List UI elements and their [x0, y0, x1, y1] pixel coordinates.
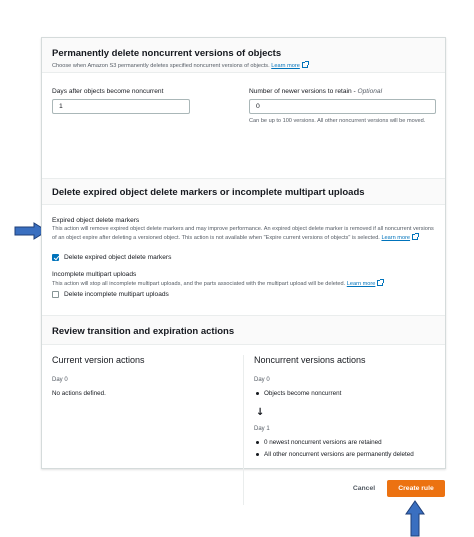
current-no-actions: No actions defined.	[52, 390, 106, 397]
noncurrent-section-header	[42, 38, 445, 73]
current-day0: Day 0	[52, 377, 68, 383]
timeline-down-arrow-icon: ↓	[256, 407, 265, 419]
list-item: Objects become noncurrent	[254, 389, 439, 399]
noncurrent-day1: Day 1	[254, 426, 270, 433]
multipart-description: This action will stop all incomplete multipart uploads, and the parts associated with the multipart upload will be deleted. Learn more	[52, 280, 442, 289]
list-item: All other noncurrent versions are permanently deleted	[254, 450, 429, 460]
review-section-header	[42, 315, 445, 345]
newer-versions-hint: Can be up to 100 versions. All other noncurrent versions will be moved.	[249, 118, 426, 124]
lifecycle-rule-card	[41, 37, 446, 469]
external-link-icon	[302, 62, 308, 68]
review-section-title: Review transition and expiration actions	[52, 326, 235, 337]
current-actions-title: Current version actions	[52, 355, 145, 365]
create-rule-button[interactable]: Create rule	[387, 480, 445, 497]
cancel-button[interactable]: Cancel	[346, 481, 382, 495]
markers-section-title: Delete expired object delete markers or incomplete multipart uploads	[52, 187, 365, 198]
noncurrent-day0: Day 0	[254, 377, 270, 383]
learn-more-link[interactable]: Learn more	[271, 63, 300, 69]
noncurrent-section-description: Choose when Amazon S3 permanently deletes specified noncurrent versions of objects. Learn more	[52, 62, 435, 71]
days-label: Days after objects become noncurrent	[52, 88, 164, 95]
noncurrent-fields	[42, 73, 445, 178]
column-divider	[243, 355, 244, 505]
delete-expired-markers-checkbox[interactable]	[52, 254, 59, 261]
list-item: 0 newest noncurrent versions are retained	[254, 438, 439, 448]
days-noncurrent-input[interactable]: 1	[52, 99, 190, 114]
noncurrent-actions-title: Noncurrent versions actions	[254, 355, 366, 365]
expired-markers-description: This action will remove expired object delete markers and may improve performance. An expired object delete marker is removed if all noncurrent versions of an object expire after deleting a versioned object. This action is not available when "Expire current versions of objects" is selected. Learn more	[52, 226, 434, 241]
newer-versions-label: Number of newer versions to retain - Optional	[249, 88, 383, 95]
external-link-icon	[377, 280, 383, 286]
markers-section-header	[42, 178, 445, 205]
expired-learn-more-link[interactable]: Learn more	[381, 234, 411, 241]
noncurrent-section-title: Permanently delete noncurrent versions of objects	[52, 48, 282, 59]
markers-fields	[42, 205, 445, 315]
multipart-label: Incomplete multipart uploads	[52, 271, 137, 278]
delete-expired-markers-label[interactable]: Delete expired object delete markers	[64, 254, 172, 261]
annotation-arrow-up-icon	[405, 500, 425, 537]
expired-markers-label: Expired object delete markers	[52, 217, 140, 224]
multipart-learn-more-link[interactable]: Learn more	[346, 281, 376, 287]
noncurrent-versions-actions	[254, 355, 439, 460]
delete-incomplete-multipart-checkbox[interactable]	[52, 291, 59, 298]
review-columns	[42, 345, 445, 469]
newer-versions-input[interactable]: 0	[249, 99, 436, 114]
delete-incomplete-multipart-label[interactable]: Delete incomplete multipart uploads	[64, 291, 169, 298]
external-link-icon	[412, 234, 418, 240]
current-version-actions	[52, 355, 237, 398]
